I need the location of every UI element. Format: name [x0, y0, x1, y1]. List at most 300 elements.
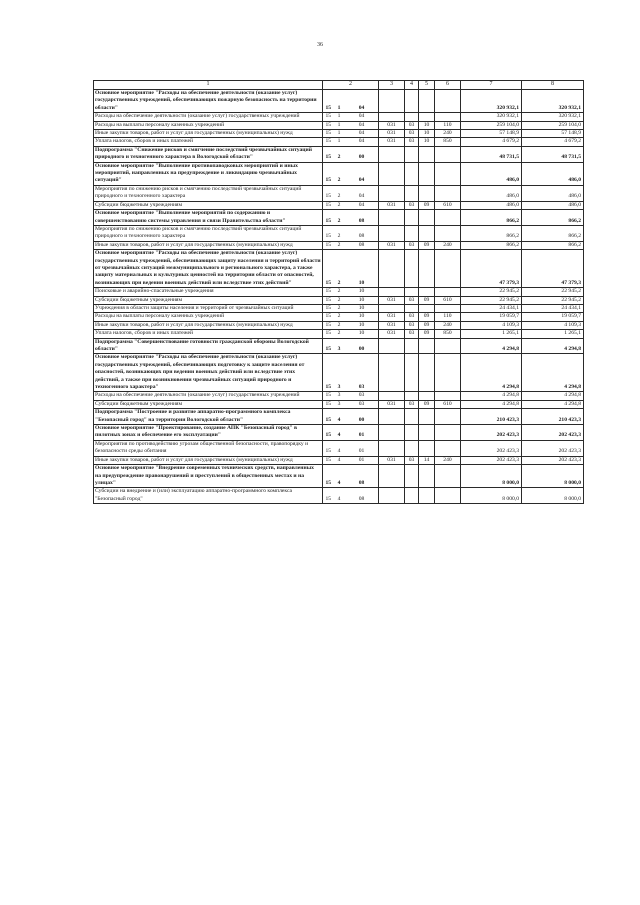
cell-amount-col7: 4 294,8 [461, 354, 522, 392]
cell-section [405, 488, 419, 504]
table-row [94, 90, 584, 113]
cell-section [405, 90, 419, 113]
cell-subprogram: 2 [334, 225, 345, 241]
cell-program: 15 [323, 409, 334, 425]
cell-subprogram: 4 [334, 456, 345, 464]
cell-program: 15 [323, 113, 334, 121]
cell-amount-col7: 22 945,2 [461, 296, 522, 304]
cell-subprogram: 4 [334, 488, 345, 504]
cell-subsection [419, 250, 435, 288]
cell-program: 15 [323, 338, 334, 354]
table-row [94, 138, 584, 146]
cell-department [379, 210, 405, 226]
cell-activity: 03 [345, 400, 379, 408]
cell-amount-col8: 202 423,3 [522, 440, 584, 456]
cell-department: 031 [379, 296, 405, 304]
table-row [94, 304, 584, 312]
cell-section: 03 [405, 321, 419, 329]
cell-amount-col8: 22 945,2 [522, 296, 584, 304]
cell-amount-col8: 4 294,8 [522, 338, 584, 354]
cell-subprogram: 3 [334, 392, 345, 400]
cell-expense-type [435, 162, 461, 185]
table-row [94, 440, 584, 456]
cell-amount-col8: 4 294,8 [522, 392, 584, 400]
cell-section: 03 [405, 313, 419, 321]
table-row [94, 113, 584, 121]
cell-amount-col7: 22 945,2 [461, 288, 522, 296]
cell-subprogram: 1 [334, 121, 345, 129]
cell-program: 15 [323, 241, 334, 249]
cell-amount-col7: 866,2 [461, 210, 522, 226]
cell-name: Уплата налогов, сборов и иных платежей [94, 330, 323, 338]
cell-subsection: 09 [419, 201, 435, 209]
table-row [94, 425, 584, 441]
cell-department: 031 [379, 241, 405, 249]
cell-section [405, 440, 419, 456]
cell-expense-type [435, 392, 461, 400]
cell-subsection [419, 354, 435, 392]
cell-department: 031 [379, 138, 405, 146]
cell-program: 15 [323, 130, 334, 138]
header-col-4: 4 [405, 81, 419, 90]
cell-department: 031 [379, 330, 405, 338]
table-row [94, 409, 584, 425]
cell-subprogram: 2 [334, 241, 345, 249]
cell-program: 15 [323, 313, 334, 321]
cell-name: Уплата налогов, сборов и иных платежей [94, 138, 323, 146]
cell-subsection: 09 [419, 296, 435, 304]
cell-subsection: 10 [419, 121, 435, 129]
cell-expense-type [435, 288, 461, 296]
table-header-row [94, 81, 584, 90]
cell-department [379, 250, 405, 288]
cell-activity: 08 [345, 225, 379, 241]
table-row [94, 392, 584, 400]
cell-section: 03 [405, 296, 419, 304]
cell-amount-col8: 866,2 [522, 210, 584, 226]
cell-amount-col7: 866,2 [461, 241, 522, 249]
cell-section [405, 288, 419, 296]
cell-section: 03 [405, 201, 419, 209]
cell-amount-col8: 486,0 [522, 162, 584, 185]
cell-expense-type: 850 [435, 138, 461, 146]
cell-activity: 10 [345, 288, 379, 296]
cell-department [379, 465, 405, 488]
cell-expense-type [435, 409, 461, 425]
cell-amount-col8: 8 000,0 [522, 465, 584, 488]
cell-expense-type [435, 250, 461, 288]
cell-name: Основное мероприятие "Расходы на обеспечение деятельности (оказание услуг) государственных учреждений, обеспечивающих пожарную безопасность на территории области" [94, 90, 323, 113]
cell-section: 03 [405, 138, 419, 146]
cell-expense-type: 240 [435, 321, 461, 329]
cell-amount-col7: 4 294,8 [461, 338, 522, 354]
cell-expense-type: 240 [435, 456, 461, 464]
cell-program: 15 [323, 321, 334, 329]
cell-department: 031 [379, 130, 405, 138]
cell-amount-col7: 486,0 [461, 162, 522, 185]
cell-amount-col8: 259 104,0 [522, 121, 584, 129]
cell-name: Подпрограмма "Совершенствование готовности гражданской обороны Вологодской области" [94, 338, 323, 354]
cell-subprogram: 1 [334, 138, 345, 146]
cell-name: Основное мероприятие "Проектирование, создание АПК "Безопасный город" в пилотных зонах и обеспечение его эксплуатации" [94, 425, 323, 441]
cell-program: 15 [323, 162, 334, 185]
cell-expense-type [435, 113, 461, 121]
cell-subprogram: 2 [334, 250, 345, 288]
cell-section: 03 [405, 241, 419, 249]
cell-amount-col8: 24 434,1 [522, 304, 584, 312]
cell-subsection: 10 [419, 130, 435, 138]
cell-program: 15 [323, 456, 334, 464]
header-col-6: 6 [435, 81, 461, 90]
cell-subsection [419, 113, 435, 121]
cell-department [379, 425, 405, 441]
cell-expense-type [435, 146, 461, 162]
cell-program: 15 [323, 121, 334, 129]
cell-department [379, 354, 405, 392]
cell-department [379, 90, 405, 113]
cell-expense-type [435, 440, 461, 456]
cell-program: 15 [323, 304, 334, 312]
cell-amount-col7: 24 434,1 [461, 304, 522, 312]
cell-amount-col8: 22 945,2 [522, 288, 584, 296]
cell-subsection [419, 425, 435, 441]
cell-amount-col7: 48 731,5 [461, 146, 522, 162]
cell-section: 03 [405, 456, 419, 464]
table-row [94, 330, 584, 338]
cell-activity: 10 [345, 330, 379, 338]
table-row [94, 241, 584, 249]
cell-amount-col7: 8 000,0 [461, 488, 522, 504]
cell-section: 03 [405, 400, 419, 408]
cell-subprogram: 2 [334, 304, 345, 312]
cell-expense-type [435, 338, 461, 354]
cell-expense-type [435, 225, 461, 241]
cell-subsection [419, 162, 435, 185]
cell-name: Основное мероприятие "Расходы на обеспечение деятельности (оказание услуг) государственных учреждений, обеспечивающих подготовку к защите населения от опасностей, возникающих при ведении военных действий или вследствие этих действий, а также при возникновении чрезвычайных ситуаций природного и техногенного характера" [94, 354, 323, 392]
cell-subsection [419, 304, 435, 312]
cell-activity: 04 [345, 201, 379, 209]
cell-department: 031 [379, 400, 405, 408]
cell-section [405, 162, 419, 185]
cell-subsection [419, 210, 435, 226]
cell-name: Субсидии на внедрение и (или) эксплуатацию аппаратно-программного комплекса "Безопасный город" [94, 488, 323, 504]
cell-section [405, 338, 419, 354]
cell-amount-col8: 4 109,3 [522, 321, 584, 329]
cell-amount-col7: 320 932,1 [461, 90, 522, 113]
cell-activity: 08 [345, 465, 379, 488]
cell-department [379, 409, 405, 425]
cell-subsection: 10 [419, 138, 435, 146]
cell-activity: 08 [345, 210, 379, 226]
cell-department: 031 [379, 121, 405, 129]
cell-amount-col7: 1 265,1 [461, 330, 522, 338]
table-row [94, 162, 584, 185]
cell-subsection: 09 [419, 400, 435, 408]
header-col-7: 7 [461, 81, 522, 90]
cell-activity: 10 [345, 250, 379, 288]
cell-name: Иные закупки товаров, работ и услуг для государственных (муниципальных) нужд [94, 321, 323, 329]
cell-name: Расходы на выплаты персоналу казенных учреждений [94, 313, 323, 321]
cell-amount-col8: 4 679,2 [522, 138, 584, 146]
page-number: 36 [317, 42, 323, 48]
table-row [94, 313, 584, 321]
cell-subprogram: 2 [334, 288, 345, 296]
cell-subsection [419, 409, 435, 425]
cell-department: 031 [379, 456, 405, 464]
budget-table [93, 80, 584, 504]
cell-expense-type [435, 465, 461, 488]
cell-activity: 10 [345, 296, 379, 304]
cell-amount-col7: 486,0 [461, 185, 522, 201]
table-row [94, 225, 584, 241]
cell-activity: 10 [345, 304, 379, 312]
cell-subprogram: 2 [334, 321, 345, 329]
cell-amount-col7: 4 109,3 [461, 321, 522, 329]
cell-section [405, 304, 419, 312]
cell-subsection [419, 90, 435, 113]
cell-amount-col8: 202 423,3 [522, 425, 584, 441]
cell-activity: 10 [345, 321, 379, 329]
cell-activity: 04 [345, 121, 379, 129]
cell-amount-col8: 866,2 [522, 225, 584, 241]
cell-activity: 01 [345, 456, 379, 464]
header-col-1: 1 [94, 81, 323, 90]
cell-subsection: 09 [419, 313, 435, 321]
cell-section [405, 392, 419, 400]
cell-activity: 08 [345, 488, 379, 504]
cell-department [379, 113, 405, 121]
table-row [94, 146, 584, 162]
table-row [94, 250, 584, 288]
cell-amount-col8: 210 423,3 [522, 409, 584, 425]
cell-name: Основное мероприятие "Расходы на обеспечение деятельности (оказание услуг) государственных учреждений, обеспечивающих защиту населения и территорий области от чрезвычайных ситуаций межмуниципального и регионального характера, а также защиту материальных и культурных ценностей на территории области от опасностей, возникающих при ведении военных действий или вследствие этих действий" [95, 250, 321, 286]
cell-amount-col7: 8 000,0 [461, 465, 522, 488]
cell-section: 03 [405, 330, 419, 338]
cell-amount-col7: 4 679,2 [461, 138, 522, 146]
cell-program: 15 [323, 225, 334, 241]
cell-name: Субсидии бюджетным учреждениям [94, 296, 323, 304]
cell-amount-col8: 47 379,3 [522, 250, 584, 288]
table-row [94, 488, 584, 504]
cell-section [405, 113, 419, 121]
cell-name: Основное мероприятие "Внедрение современных технических средств, направленных на предупреждение правонарушений и преступлений в общественных местах и на улицах" [94, 465, 323, 488]
table-row [94, 185, 584, 201]
cell-activity: 00 [345, 338, 379, 354]
cell-activity: 01 [345, 440, 379, 456]
cell-subprogram: 1 [334, 130, 345, 138]
cell-program: 15 [323, 330, 334, 338]
cell-department: 031 [379, 201, 405, 209]
header-col-2: 2 [323, 81, 379, 90]
cell-amount-col8: 1 265,1 [522, 330, 584, 338]
cell-program: 15 [323, 185, 334, 201]
cell-subsection [419, 185, 435, 201]
cell-amount-col8: 320 932,1 [522, 113, 584, 121]
cell-department [379, 288, 405, 296]
header-col-5: 5 [419, 81, 435, 90]
cell-amount-col8: 4 294,8 [522, 400, 584, 408]
cell-amount-col7: 4 294,8 [461, 392, 522, 400]
table-row [94, 121, 584, 129]
cell-subsection [419, 225, 435, 241]
table-row [94, 456, 584, 464]
cell-program: 15 [323, 425, 334, 441]
cell-amount-col8: 202 423,3 [522, 456, 584, 464]
cell-expense-type: 610 [435, 201, 461, 209]
cell-department [379, 440, 405, 456]
cell-program: 15 [323, 440, 334, 456]
cell-subprogram: 1 [334, 90, 345, 113]
cell-name: Учреждения в области защиты населения и территорий от чрезвычайных ситуаций [94, 304, 323, 312]
cell-name: Расходы на обеспечение деятельности (оказание услуг) государственных учреждений [94, 113, 323, 121]
cell-program: 15 [323, 488, 334, 504]
cell-amount-col7: 210 423,3 [461, 409, 522, 425]
cell-amount-col8: 320 932,1 [522, 90, 584, 113]
cell-section [405, 409, 419, 425]
cell-name: Мероприятия по снижению рисков и смягчению последствий чрезвычайных ситуаций природного и техногенного характера [94, 225, 323, 241]
cell-program: 15 [323, 138, 334, 146]
cell-section [405, 425, 419, 441]
cell-expense-type: 240 [435, 130, 461, 138]
cell-subprogram: 4 [334, 465, 345, 488]
cell-name: Иные закупки товаров, работ и услуг для государственных (муниципальных) нужд [94, 456, 323, 464]
cell-subprogram: 3 [334, 338, 345, 354]
cell-subsection [419, 288, 435, 296]
cell-expense-type [435, 210, 461, 226]
cell-department [379, 225, 405, 241]
cell-section [405, 210, 419, 226]
cell-subsection: 14 [419, 456, 435, 464]
cell-activity: 04 [345, 162, 379, 185]
cell-expense-type [435, 354, 461, 392]
cell-subprogram: 2 [334, 313, 345, 321]
cell-program: 15 [323, 146, 334, 162]
cell-expense-type: 240 [435, 241, 461, 249]
cell-program: 15 [323, 354, 334, 392]
cell-amount-col7: 486,0 [461, 201, 522, 209]
cell-amount-col8: 866,2 [522, 241, 584, 249]
cell-program: 15 [323, 90, 334, 113]
cell-subsection [419, 440, 435, 456]
cell-name: Субсидии бюджетным учреждениям [94, 400, 323, 408]
cell-subprogram: 2 [334, 210, 345, 226]
cell-amount-col7: 259 104,0 [461, 121, 522, 129]
table-row [94, 201, 584, 209]
cell-program: 15 [323, 392, 334, 400]
cell-amount-col7: 866,2 [461, 225, 522, 241]
cell-section: 03 [405, 121, 419, 129]
cell-subsection [419, 146, 435, 162]
table-row [94, 400, 584, 408]
cell-activity: 03 [345, 392, 379, 400]
cell-subprogram: 3 [334, 400, 345, 408]
cell-amount-col8: 4 294,8 [522, 354, 584, 392]
cell-program: 15 [323, 210, 334, 226]
cell-section [405, 225, 419, 241]
cell-amount-col7: 47 379,3 [461, 250, 522, 288]
cell-subprogram: 4 [334, 409, 345, 425]
cell-subsection: 09 [419, 321, 435, 329]
cell-amount-col8: 57 148,9 [522, 130, 584, 138]
cell-subprogram: 2 [334, 162, 345, 185]
cell-name: Расходы на обеспечение деятельности (оказание услуг) государственных учреждений [94, 392, 323, 400]
cell-expense-type: 110 [435, 121, 461, 129]
cell-subsection [419, 338, 435, 354]
cell-program: 15 [323, 296, 334, 304]
cell-subprogram: 4 [334, 425, 345, 441]
cell-expense-type: 850 [435, 330, 461, 338]
cell-expense-type [435, 488, 461, 504]
cell-expense-type [435, 425, 461, 441]
cell-department [379, 146, 405, 162]
cell-subprogram: 4 [334, 440, 345, 456]
cell-name: Подпрограмма "Снижение рисков и смягчение последствий чрезвычайных ситуаций природного и техногенного характера в Вологодской области" [94, 146, 323, 162]
cell-subsection: 09 [419, 330, 435, 338]
cell-activity: 04 [345, 185, 379, 201]
cell-amount-col8: 8 000,0 [522, 488, 584, 504]
cell-department [379, 338, 405, 354]
cell-amount-col8: 486,0 [522, 185, 584, 201]
cell-name: Основное мероприятие "Выполнение мероприятий по содержанию и совершенствованию системы управления и связи Правительства области" [94, 210, 323, 226]
cell-expense-type [435, 185, 461, 201]
cell-name: Основное мероприятие "Выполнение противопаводковых мероприятий и иных мероприятий, направленных на предупреждение и ликвидацию чрезвычайных ситуаций" [94, 162, 323, 185]
cell-activity: 00 [345, 146, 379, 162]
cell-department: 031 [379, 321, 405, 329]
cell-subsection [419, 488, 435, 504]
cell-subsection: 09 [419, 241, 435, 249]
cell-department: 031 [379, 313, 405, 321]
cell-name: Иные закупки товаров, работ и услуг для государственных (муниципальных) нужд [94, 130, 323, 138]
table-row [94, 296, 584, 304]
table-body [94, 81, 584, 504]
cell-section [405, 250, 419, 288]
cell-subsection [419, 465, 435, 488]
cell-name: Поисковые и аварийно-спасательные учреждения [94, 288, 323, 296]
cell-name: Расходы на выплаты персоналу казенных учреждений [94, 121, 323, 129]
cell-activity: 08 [345, 241, 379, 249]
cell-program: 15 [323, 250, 334, 288]
header-col-3: 3 [379, 81, 405, 90]
table-row [94, 465, 584, 488]
cell-name: Иные закупки товаров, работ и услуг для государственных (муниципальных) нужд [94, 241, 323, 249]
cell-program: 15 [323, 465, 334, 488]
table-row [94, 130, 584, 138]
cell-activity: 04 [345, 113, 379, 121]
cell-subprogram: 2 [334, 296, 345, 304]
cell-section [405, 465, 419, 488]
cell-expense-type: 610 [435, 296, 461, 304]
cell-amount-col7: 202 423,3 [461, 425, 522, 441]
cell-program: 15 [323, 288, 334, 296]
cell-subprogram: 2 [334, 201, 345, 209]
cell-subprogram: 1 [334, 113, 345, 121]
cell-department [379, 162, 405, 185]
cell-subprogram: 2 [334, 330, 345, 338]
cell-activity: 00 [345, 409, 379, 425]
cell-expense-type: 110 [435, 313, 461, 321]
table-row [94, 338, 584, 354]
cell-name: Субсидии бюджетным учреждениям [94, 201, 323, 209]
cell-expense-type [435, 90, 461, 113]
table-row [94, 210, 584, 226]
cell-section [405, 354, 419, 392]
table-row [94, 354, 584, 392]
header-col-8: 8 [522, 81, 584, 90]
cell-activity: 04 [345, 90, 379, 113]
cell-section: 03 [405, 130, 419, 138]
cell-amount-col7: 57 148,9 [461, 130, 522, 138]
cell-amount-col7: 202 423,3 [461, 440, 522, 456]
